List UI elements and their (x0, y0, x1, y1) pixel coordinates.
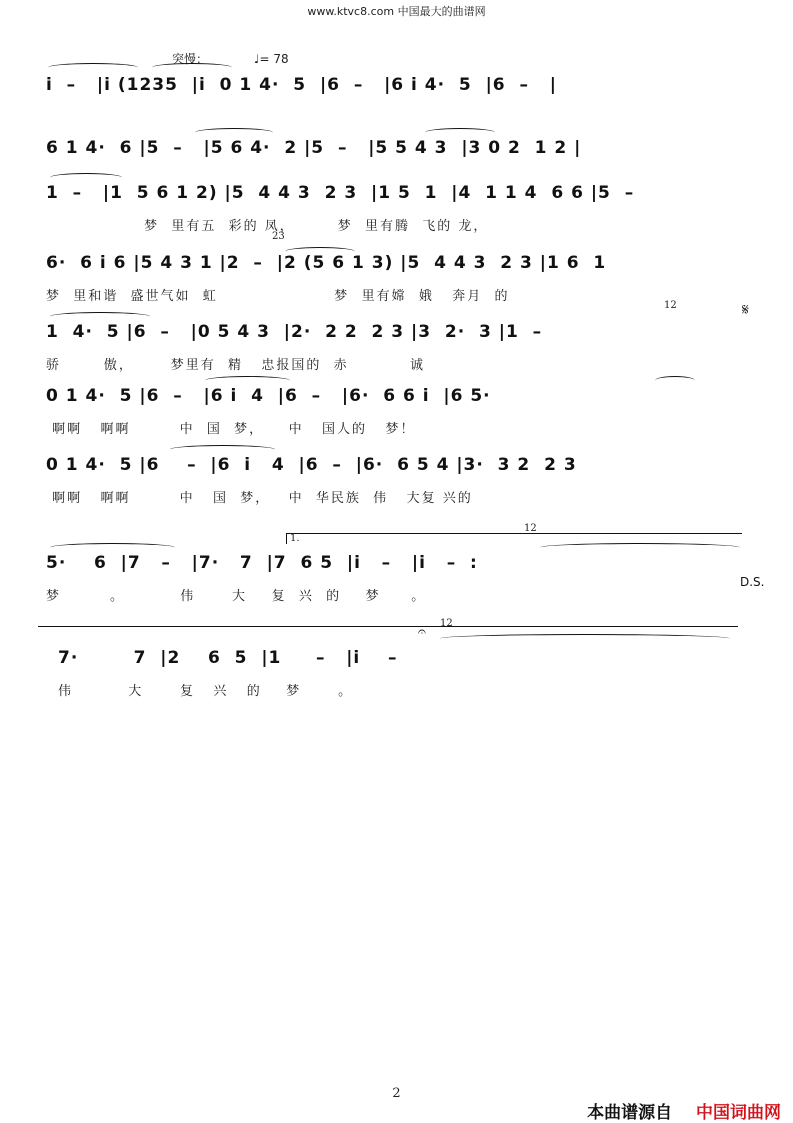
row-notes: 6 1 4· 6 |5 – |5 6 4· 2 |5 – |5 5 4 3 |3 0 2 1 2 | (46, 138, 582, 158)
row-notes: 6· 6 i 6 |5 4 3 1 |2 – |2 (5 6 1 3) |5 4 4 3 2 3 |1 6 1 (46, 253, 614, 273)
fermata-sign: 𝄐 (418, 624, 426, 640)
row-notes: 1 – |1 5 6 1 2) |5 4 4 3 2 3 |1 5 1 |4 1 1 4 6 6 |5 – (46, 183, 642, 203)
row-lyrics: 啊啊 啊啊 中 国 梦， 中 华民族 伟 大复 兴的 (46, 491, 473, 506)
row-notes: 0 1 4· 5 |6 – |6 i 4 |6 – |6· 6 6 i |6 5· (46, 386, 498, 406)
site-header: www.ktvc8.com 中国最大的曲谱网 (307, 5, 486, 18)
tuplet-mark: 12 (664, 300, 677, 311)
ds-marking: D.S. (740, 575, 765, 589)
tuplet-mark: 12 (524, 523, 537, 534)
row-notes: 5· 6 |7 – |7· 7 |7 6 5 |i – |i – : (46, 553, 478, 573)
row-lyrics: 梦 里有五 彩的 凤， 梦 里有腾 飞的 龙， (46, 219, 489, 234)
row-lyrics: 伟 大 复 兴 的 梦 。 (58, 684, 354, 699)
row-lyrics: 梦 。 伟 大 复 兴 的 梦 。 (46, 589, 427, 604)
footer-source-label: 本曲谱源自 (587, 1103, 673, 1123)
segno-sign: 𝄋 (742, 300, 749, 319)
footer-brand[interactable]: 中国词曲网 (696, 1103, 781, 1123)
tuplet-mark: 23 (272, 231, 285, 242)
row-lyrics: 骄 傲， 梦里有 精 忠报国的 赤 诚 (46, 358, 425, 373)
footer (587, 1098, 781, 1123)
volta-1-label: 1. (290, 533, 300, 544)
row-notes: i – |i (1235 |i 0 1 4· 5 |6 – |6 i 4· 5 |6 – | (46, 75, 557, 95)
tempo-bpm: ♩= 78 (253, 52, 289, 66)
row-notes: 7· 7 |2 6 5 |1 – |i – (58, 648, 419, 668)
tempo-text: 突慢： (172, 52, 209, 66)
row-notes: 1 4· 5 |6 – |0 5 4 3 |2· 2 2 2 3 |3 2· 3 |1 – (46, 322, 550, 342)
tuplet-mark: 12 (440, 618, 453, 629)
row-lyrics: 梦 里和谐 盛世气如 虹 梦 里有嫦 娥 奔月 的 (46, 289, 510, 304)
row-notes: 0 1 4· 5 |6 – |6 i 4 |6 – |6· 6 5 4 |3· 3 2 2 3 (46, 455, 584, 475)
row-lyrics: 啊啊 啊啊 中 国 梦， 中 国人的 梦！ (46, 422, 416, 437)
page-number: 2 (392, 1086, 401, 1101)
